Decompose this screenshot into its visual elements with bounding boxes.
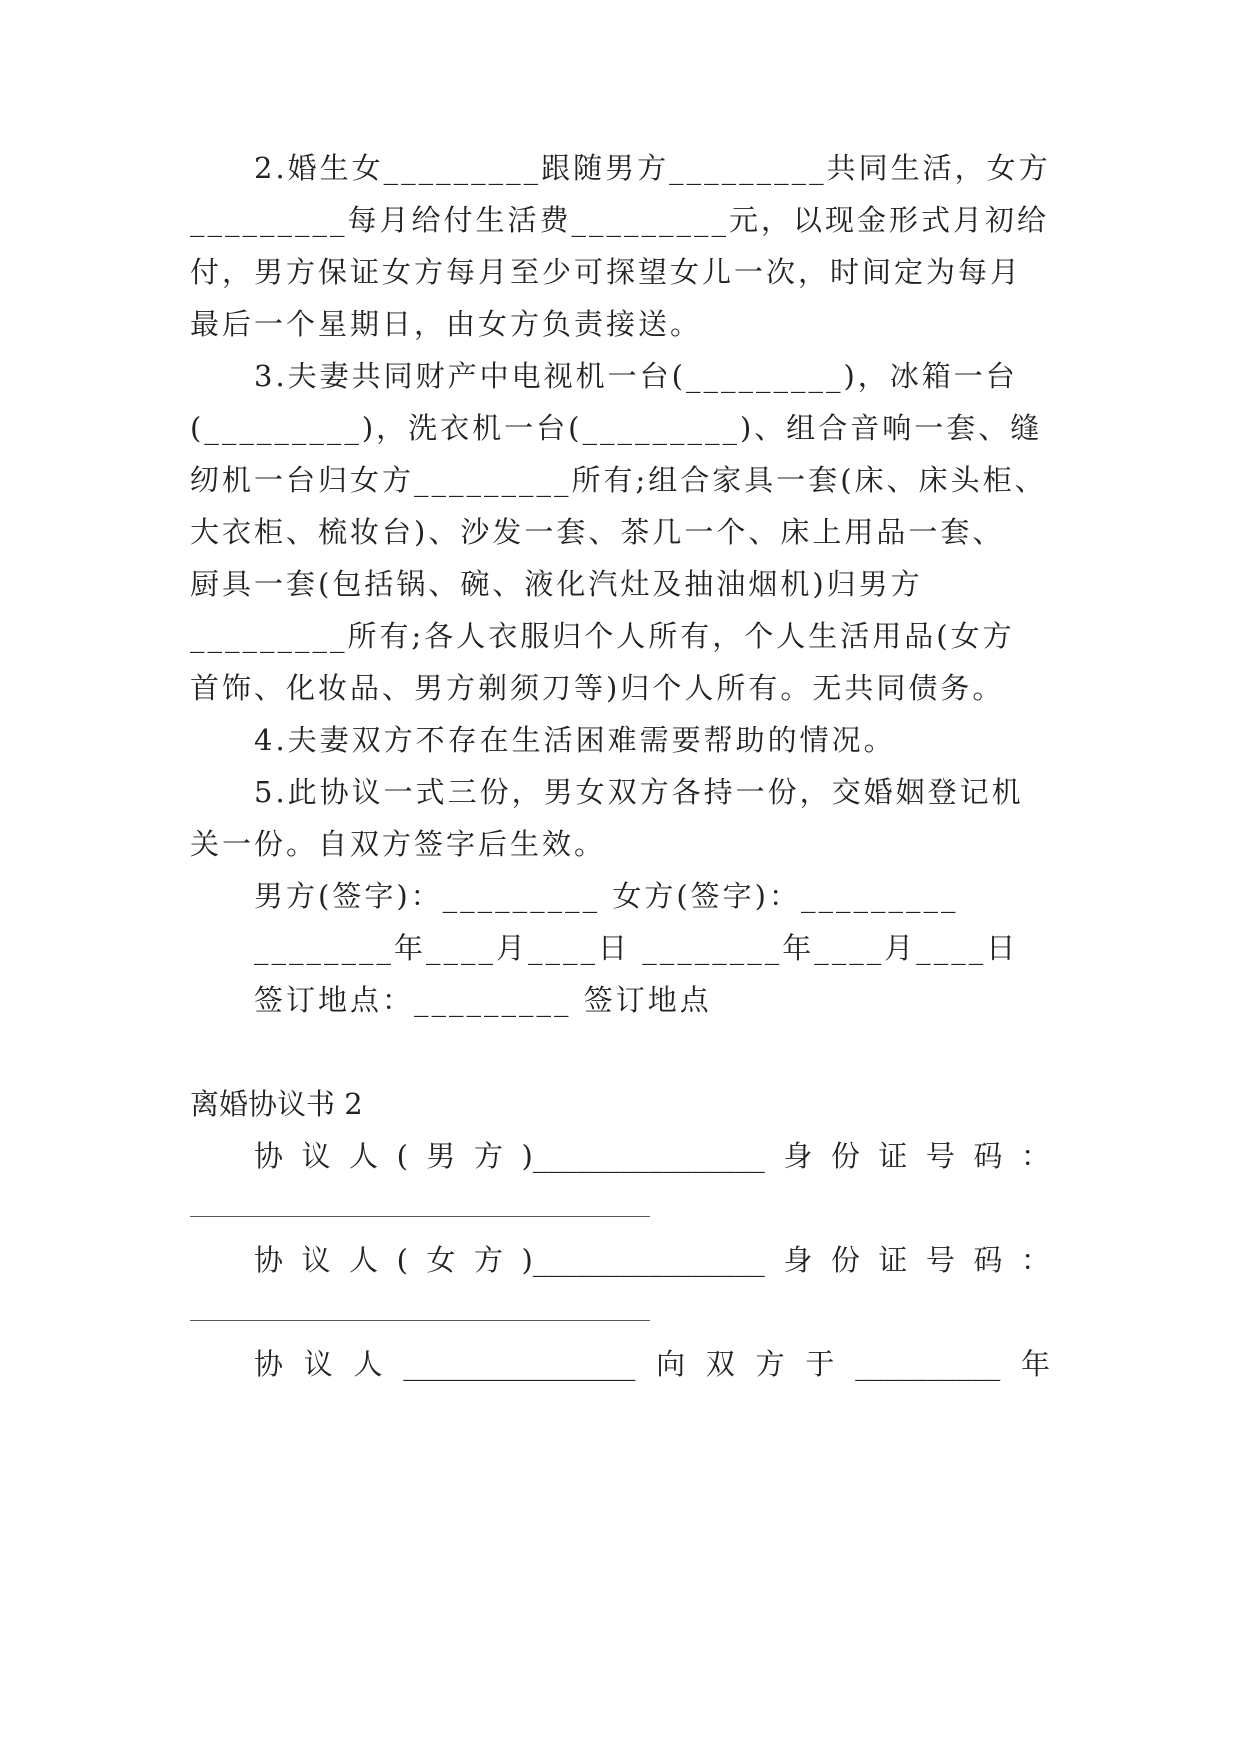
paragraph-5-line-1: 5.此协议一式三份，男女双方各持一份，交婚姻登记机: [254, 775, 1024, 809]
section-2-title: 离婚协议书 2: [190, 1087, 363, 1121]
signature-line: 男方(签字)：_________ 女方(签字)：_________: [254, 879, 959, 913]
paragraph-3-line-4: 大衣柜、梳妆台)、沙发一套、茶几一个、床上用品一套、: [190, 515, 1005, 549]
paragraph-2-line-3: 付，男方保证女方每月至少可探望女儿一次，时间定为每月: [190, 255, 1023, 289]
date-line: ________年____月____日 ________年____月____日: [254, 931, 1019, 965]
party-male-line: 协议人(男方)________________身份证号码：: [254, 1139, 1050, 1173]
paragraph-5-line-2: 关一份。自双方签字后生效。: [190, 827, 607, 861]
id-number-underline-male: [190, 1216, 650, 1217]
paragraph-3-line-5: 厨具一套(包括锅、碗、液化汽灶及抽油烟机)归男方: [190, 567, 923, 601]
paragraph-2-line-2: _________每月给付生活费_________元，以现金形式月初给: [190, 203, 1050, 237]
paragraph-3-line-7: 首饰、化妆品、男方剃须刀等)归个人所有。无共同债务。: [190, 671, 1005, 705]
paragraph-4: 4.夫妻双方不存在生活困难需要帮助的情况。: [254, 723, 896, 757]
paragraph-3-line-6: _________所有;各人衣服归个人所有，个人生活用品(女方: [190, 619, 1015, 653]
party-female-line: 协议人(女方)________________身份证号码：: [254, 1243, 1050, 1277]
party-agreement-line: 协议人________________向双方于__________年: [254, 1347, 1050, 1381]
paragraph-3-line-3: 纫机一台归女方_________所有;组合家具一套(床、床头柜、: [190, 463, 1047, 497]
paragraph-2-line-4: 最后一个星期日，由女方负责接送。: [190, 307, 703, 341]
paragraph-3-line-1: 3.夫妻共同财产中电视机一台(_________)，冰箱一台: [254, 359, 1018, 393]
paragraph-3-line-2: (_________)，洗衣机一台(_________)、组合音响一套、缝: [190, 411, 1043, 445]
signing-place-line: 签订地点：_________ 签订地点: [254, 983, 712, 1017]
paragraph-2-line-1: 2.婚生女_________跟随男方_________共同生活，女方: [254, 151, 1051, 185]
id-number-underline-female: [190, 1320, 650, 1321]
